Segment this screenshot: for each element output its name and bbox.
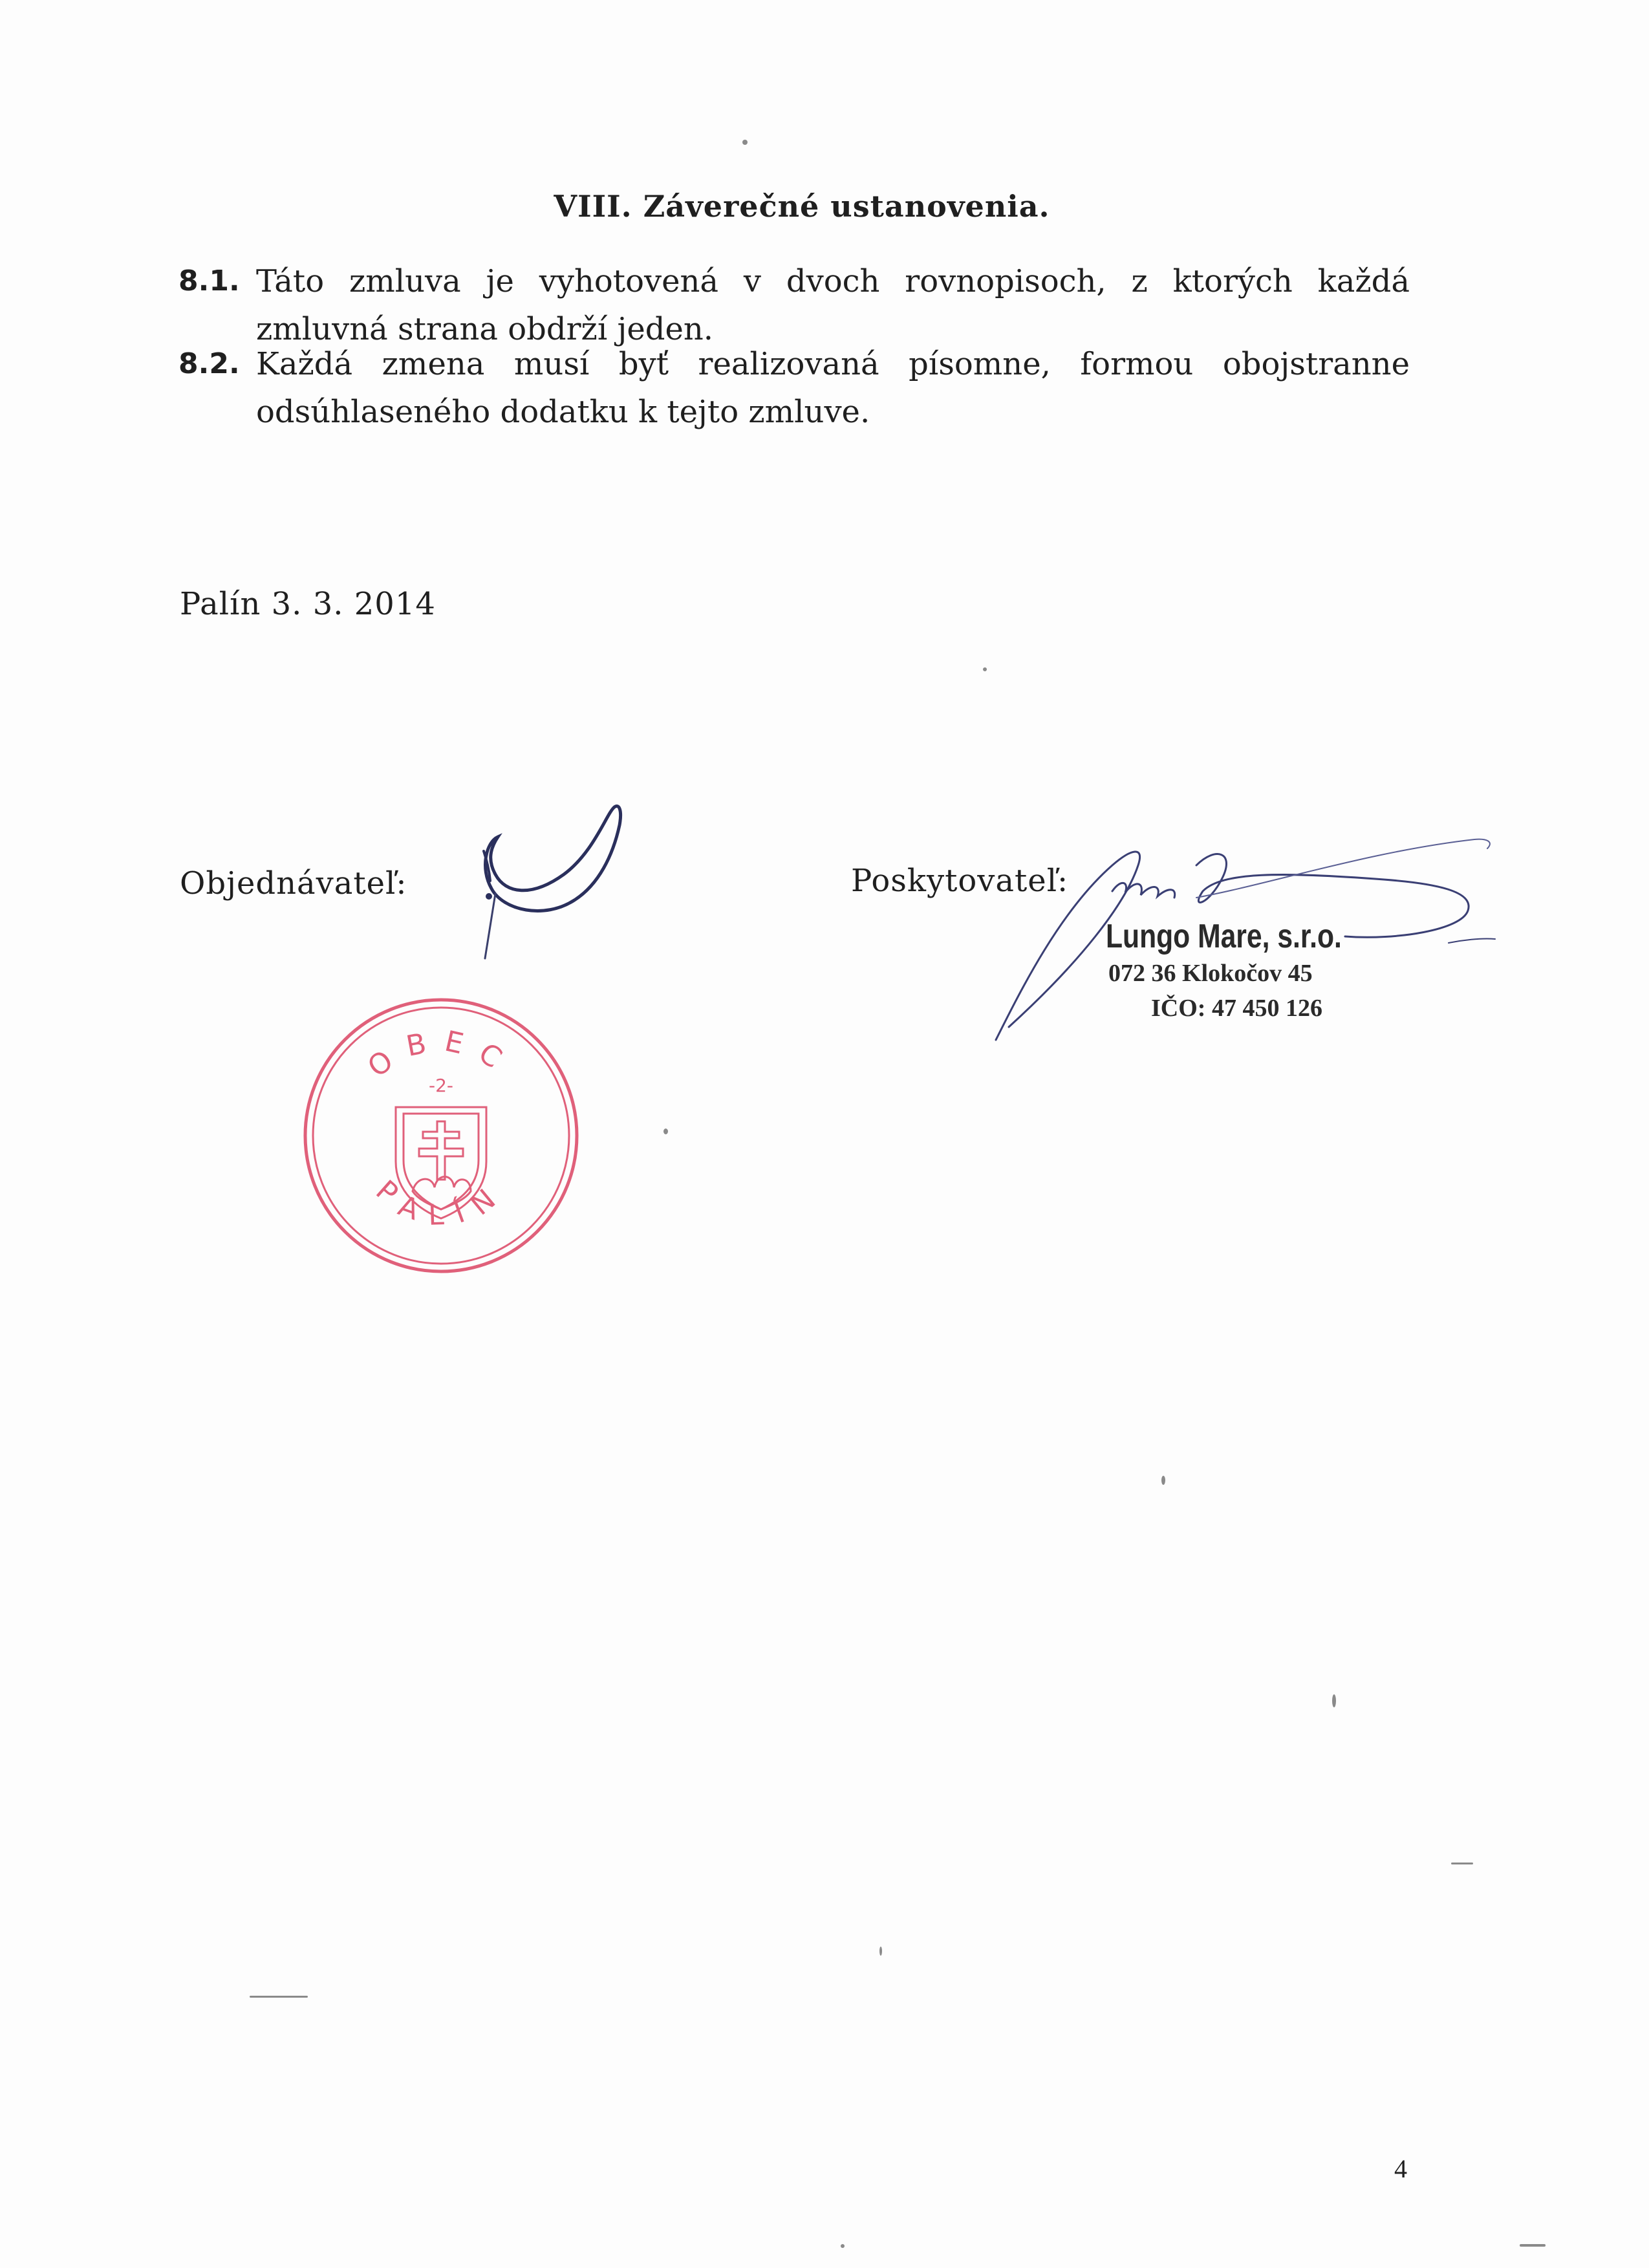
clause-8-2 <box>178 340 1410 436</box>
scan-speck <box>1451 1863 1473 1864</box>
svg-text:PALÍN <box>369 1174 513 1232</box>
municipal-seal <box>299 993 583 1278</box>
seal-middle-text: -2- <box>428 1075 454 1096</box>
clause-text: Táto zmluva je vyhotovená v dvoch rovnopisoch, z ktorých každá zmluvná strana obdrží jeden. <box>256 263 1410 347</box>
seal-bottom-text: PALÍN <box>369 1174 513 1232</box>
scan-speck <box>663 1129 668 1134</box>
company-ico: IČO: 47 450 126 <box>1151 995 1322 1022</box>
provider-label: Poskytovateľ: <box>851 863 1069 899</box>
ordering-party-label: Objednávateľ: <box>180 865 407 902</box>
scan-speck <box>1332 1694 1336 1707</box>
scan-speck <box>879 1947 882 1956</box>
section-title: VIII. Záverečné ustanovenia. <box>554 189 1050 224</box>
scan-speck <box>250 1996 308 1998</box>
clause-number: 8.1. <box>178 265 240 297</box>
company-address: 072 36 Klokočov 45 <box>1108 960 1313 987</box>
place-and-date: Palín 3. 3. 2014 <box>180 586 436 622</box>
company-name: Lungo Mare, s.r.o. <box>1106 918 1342 955</box>
scan-speck <box>983 667 987 671</box>
seal-top-text: OBEC <box>361 1024 521 1085</box>
scan-speck <box>1520 2244 1546 2247</box>
page-number: 4 <box>1394 2154 1407 2183</box>
clause-text: Každá zmena musí byť realizovaná písomne, formou obojstranne odsúhlaseného dodatku k tejto zmluve. <box>256 346 1410 430</box>
scan-speck <box>841 2244 845 2248</box>
scan-speck <box>742 140 748 145</box>
clause-number: 8.2. <box>178 347 240 380</box>
clause-8-1 <box>178 257 1410 353</box>
scan-speck <box>1161 1476 1165 1485</box>
provider-signature <box>983 820 1500 1053</box>
ordering-party-signature <box>460 797 641 965</box>
